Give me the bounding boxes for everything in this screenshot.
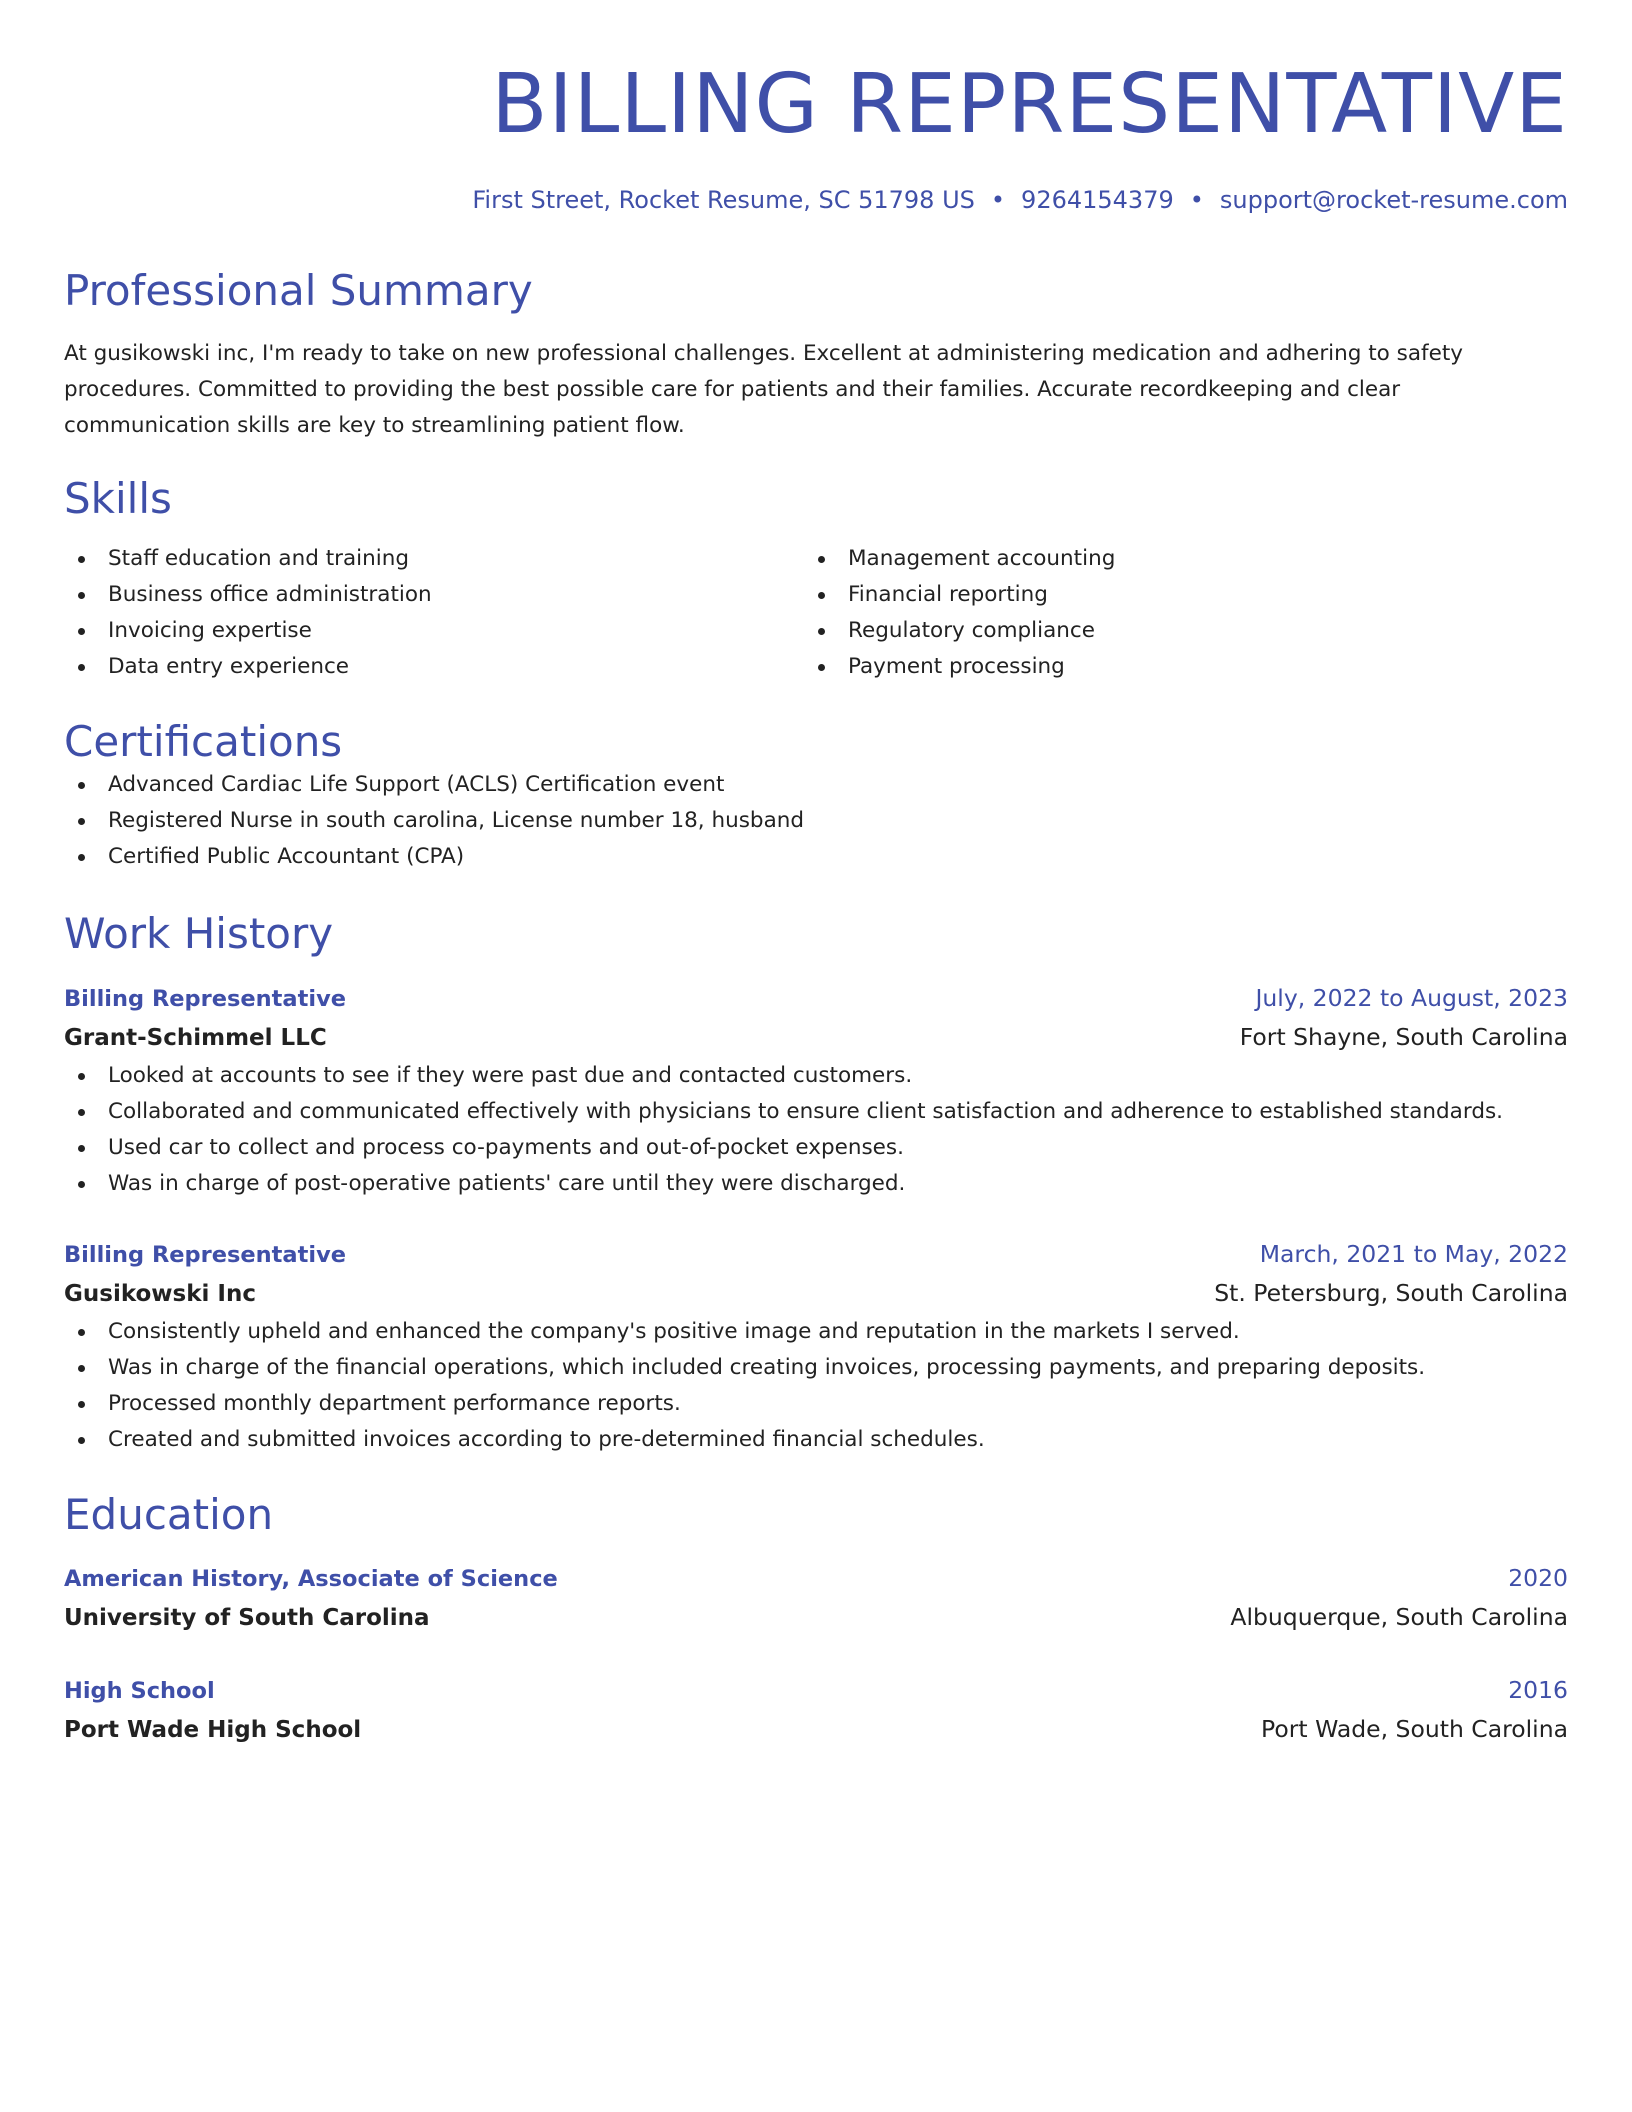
education-heading: Education bbox=[64, 1489, 274, 1539]
job-company: Grant-Schimmel LLC bbox=[64, 1024, 327, 1051]
education-year: 2020 bbox=[1508, 1563, 1568, 1592]
certifications-heading: Certifications bbox=[64, 716, 343, 766]
skills-heading: Skills bbox=[64, 474, 172, 524]
skills-list-left bbox=[64, 541, 804, 685]
job-bullet: Collaborated and communicated effectively with physicians to ensure client satisfaction and adherence to established standards. bbox=[78, 1094, 1568, 1130]
job-dates: July, 2022 to August, 2023 bbox=[1255, 983, 1568, 1012]
job-bullets bbox=[64, 1058, 1568, 1202]
education-entry bbox=[64, 1672, 1568, 1750]
contact-separator: • bbox=[990, 186, 1006, 214]
job-bullet: Used car to collect and process co-payments and out-of-pocket expenses. bbox=[78, 1130, 1568, 1166]
education-location: Albuquerque, South Carolina bbox=[1230, 1602, 1568, 1631]
job-bullet: Created and submitted invoices according to pre-determined financial schedules. bbox=[78, 1422, 1568, 1458]
certification-item: Certified Public Accountant (CPA) bbox=[78, 839, 1568, 875]
job-company-row bbox=[64, 1017, 1568, 1058]
skills-list-right bbox=[804, 541, 1568, 685]
certification-item: Advanced Cardiac Life Support (ACLS) Certification event bbox=[78, 767, 1568, 803]
education-school-row bbox=[64, 1597, 1568, 1638]
skills-grid bbox=[64, 541, 1568, 685]
education-degree: American History, Associate of Science bbox=[64, 1565, 558, 1592]
job-title: Billing Representative bbox=[64, 985, 347, 1012]
job-entry bbox=[64, 980, 1568, 1202]
skill-item: Payment processing bbox=[818, 649, 1568, 685]
job-title: Billing Representative bbox=[64, 1241, 347, 1268]
education-entry bbox=[64, 1560, 1568, 1638]
certifications-list bbox=[64, 767, 1568, 875]
job-bullet: Was in charge of the financial operations, which included creating invoices, processing payments, and preparing deposits. bbox=[78, 1350, 1568, 1386]
skill-item: Invoicing expertise bbox=[78, 613, 804, 649]
job-location: St. Petersburg, South Carolina bbox=[1214, 1278, 1568, 1307]
job-bullets bbox=[64, 1314, 1568, 1458]
job-entry bbox=[64, 1236, 1568, 1458]
skill-item: Business office administration bbox=[78, 577, 804, 613]
skill-item: Management accounting bbox=[818, 541, 1568, 577]
job-header-row bbox=[64, 1236, 1568, 1273]
contact-email[interactable]: support@rocket-resume.com bbox=[1219, 186, 1568, 214]
summary-heading: Professional Summary bbox=[64, 266, 533, 315]
skill-item: Financial reporting bbox=[818, 577, 1568, 613]
skill-item: Data entry experience bbox=[78, 649, 804, 685]
skill-item: Regulatory compliance bbox=[818, 613, 1568, 649]
contact-address: First Street, Rocket Resume, SC 51798 US bbox=[472, 186, 975, 214]
job-header-row bbox=[64, 980, 1568, 1017]
job-company: Gusikowski Inc bbox=[64, 1280, 256, 1307]
education-degree: High School bbox=[64, 1677, 215, 1704]
job-bullet: Looked at accounts to see if they were past due and contacted customers. bbox=[78, 1058, 1568, 1094]
contact-line bbox=[64, 186, 1568, 214]
education-location: Port Wade, South Carolina bbox=[1261, 1714, 1568, 1743]
contact-phone: 9264154379 bbox=[1021, 186, 1174, 214]
certification-item: Registered Nurse in south carolina, License number 18, husband bbox=[78, 803, 1568, 839]
education-school-row bbox=[64, 1709, 1568, 1750]
education-year: 2016 bbox=[1508, 1675, 1568, 1704]
job-bullet: Processed monthly department performance reports. bbox=[78, 1386, 1568, 1422]
summary-text: At gusikowski inc, I'm ready to take on new professional challenges. Excellent at administering medication and adhering to safety procedures. Committed to providing the best possible care for patients and their families. Accurate recordkeeping and clear communication skills are key to streamlining patient flow. bbox=[64, 341, 1463, 439]
education-school: University of South Carolina bbox=[64, 1604, 430, 1631]
resume-title: BILLING REPRESENTATIVE bbox=[491, 57, 1568, 152]
job-location: Fort Shayne, South Carolina bbox=[1239, 1022, 1568, 1051]
education-header-row bbox=[64, 1560, 1568, 1597]
job-company-row bbox=[64, 1273, 1568, 1314]
job-bullet: Was in charge of post-operative patients' care until they were discharged. bbox=[78, 1166, 1568, 1202]
skill-item: Staff education and training bbox=[78, 541, 804, 577]
work-history-heading: Work History bbox=[64, 909, 334, 959]
education-school: Port Wade High School bbox=[64, 1716, 362, 1743]
job-bullet: Consistently upheld and enhanced the company's positive image and reputation in the markets I served. bbox=[78, 1314, 1568, 1350]
education-header-row bbox=[64, 1672, 1568, 1709]
job-dates: March, 2021 to May, 2022 bbox=[1259, 1239, 1568, 1268]
contact-separator: • bbox=[1189, 186, 1204, 214]
